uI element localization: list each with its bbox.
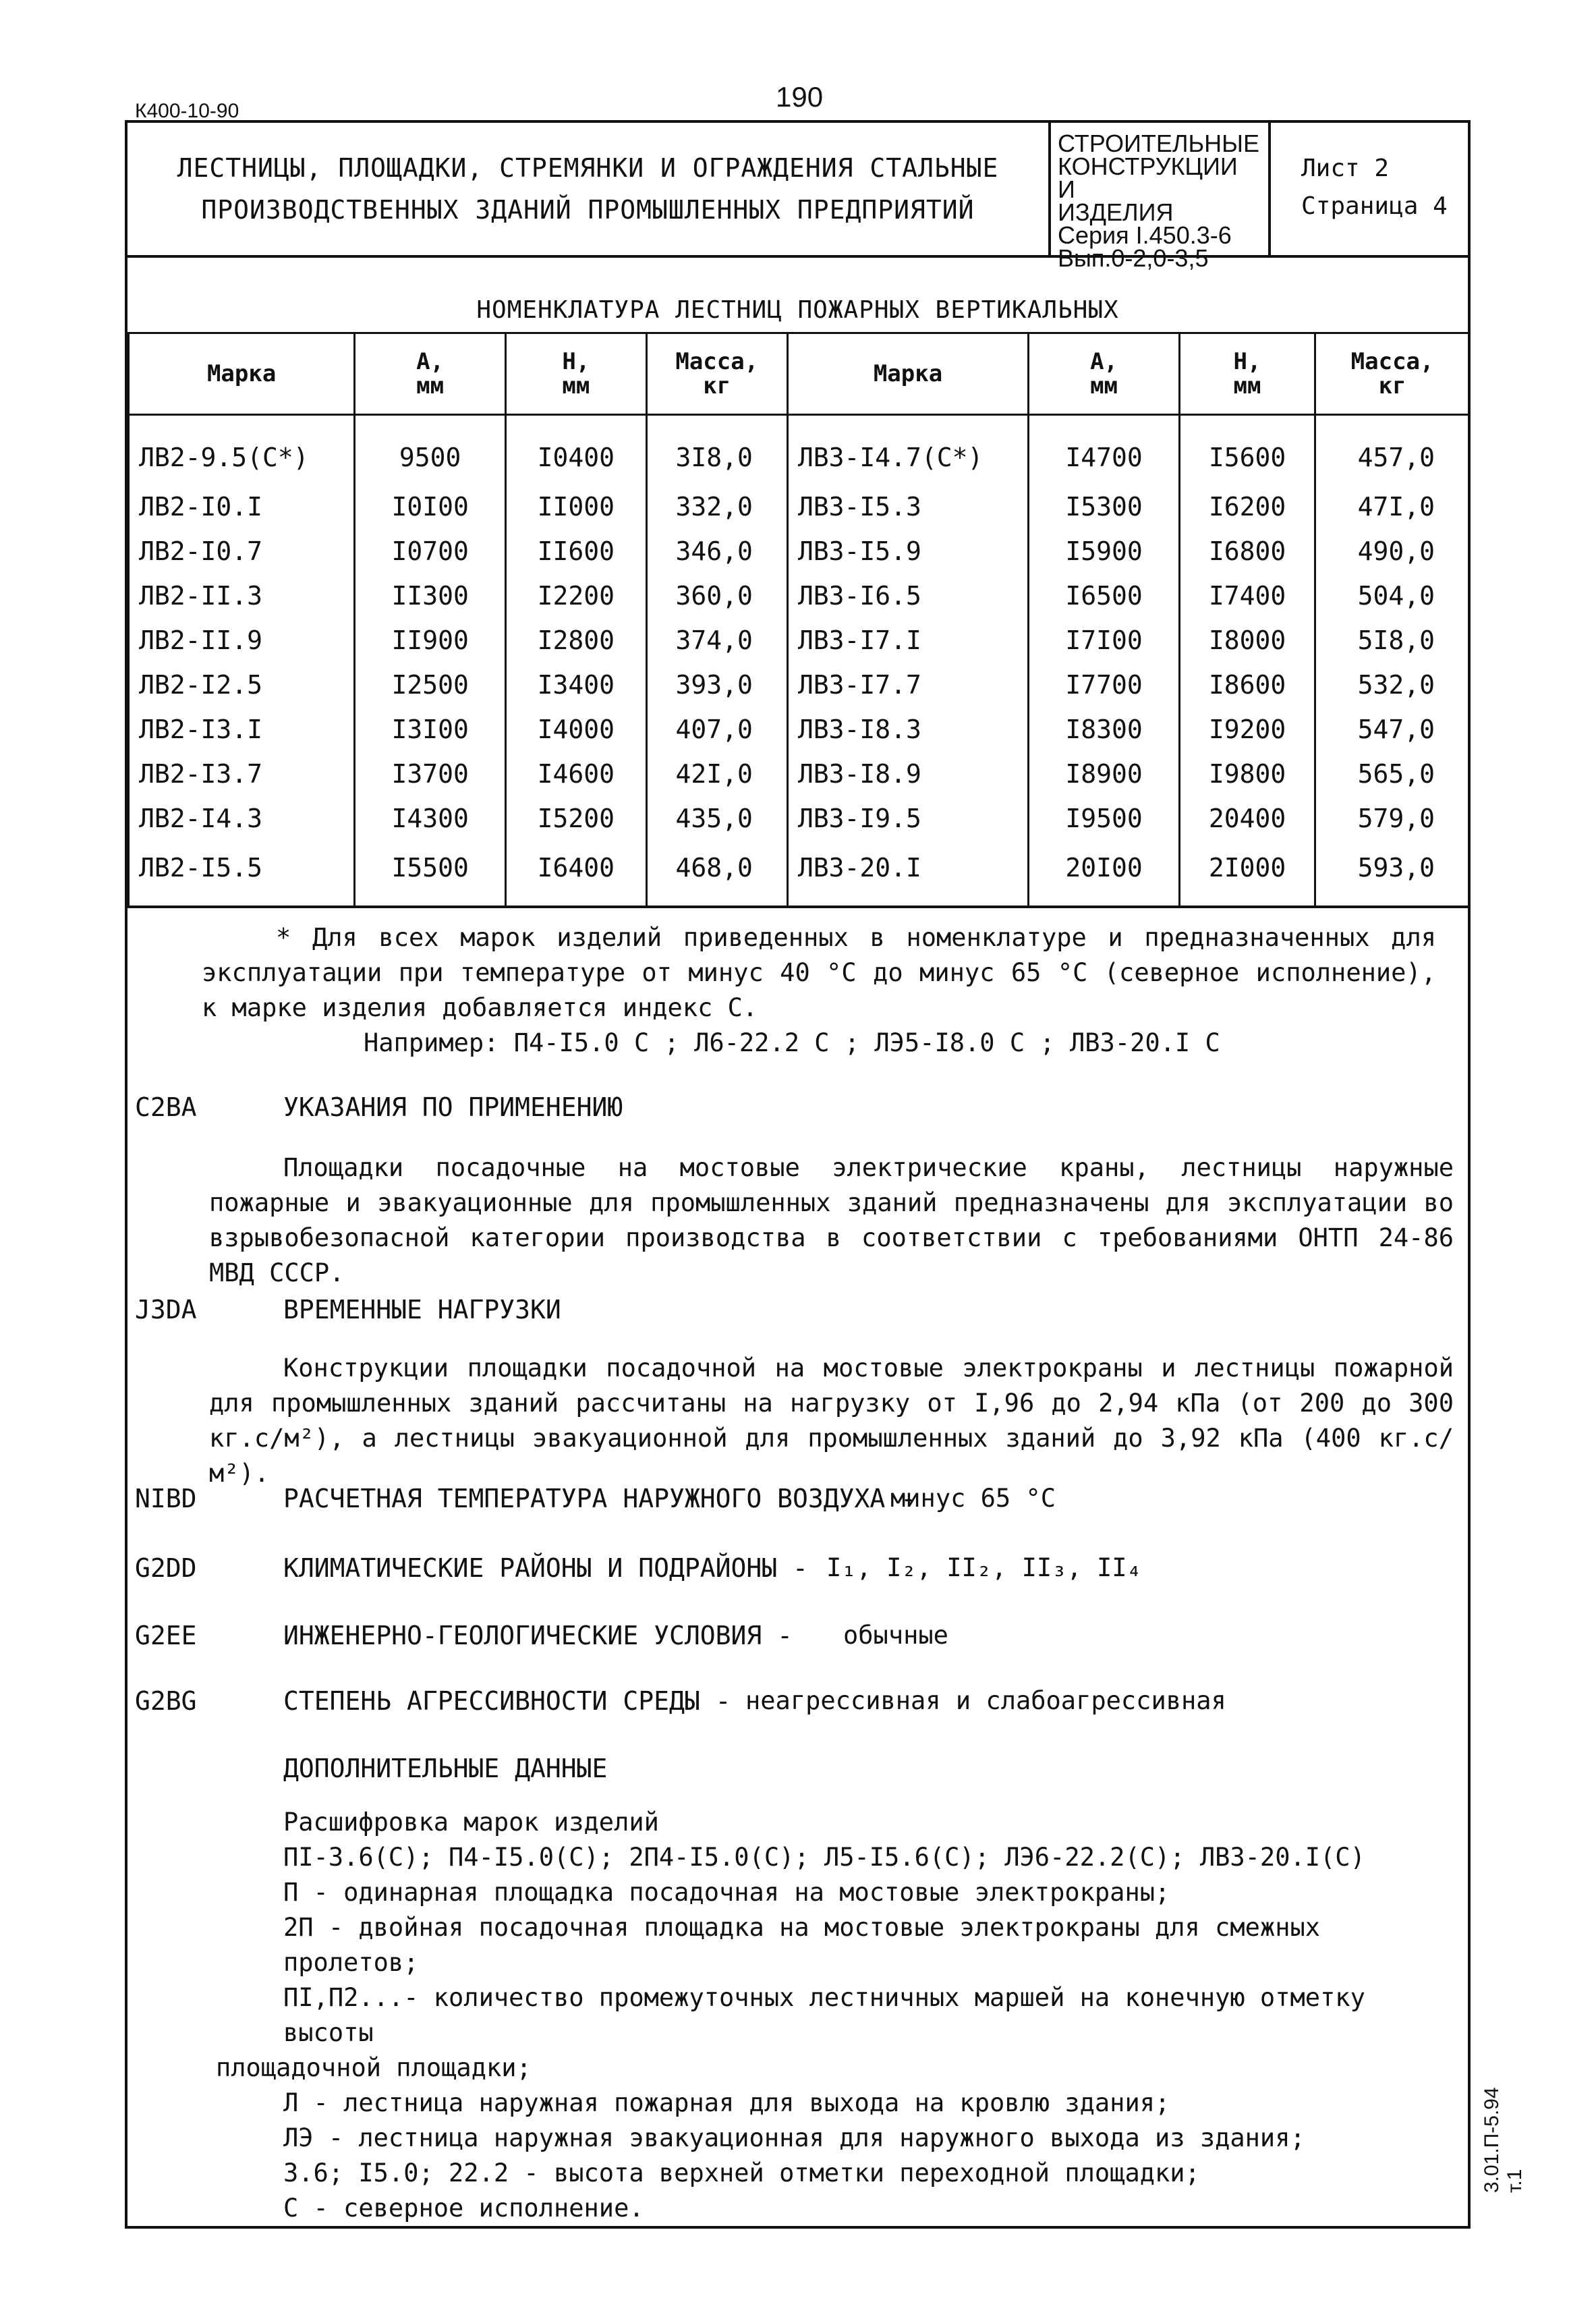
table-cell: I0700 — [355, 529, 506, 574]
additional-line: 3.6; I5.0; 22.2 - высота верхней отметки переходной площадки; — [283, 2158, 1200, 2187]
table-cell: 547,0 — [1315, 707, 1470, 752]
table-cell: I2200 — [506, 574, 647, 618]
table-row — [129, 484, 1470, 529]
section-title: СТЕПЕНЬ АГРЕССИВНОСТИ СРЕДЫ - — [283, 1686, 731, 1716]
stamp — [1481, 2078, 1527, 2193]
table-cell: ЛВ3-I7.7 — [787, 663, 1028, 707]
section-title: ИНЖЕНЕРНО-ГЕОЛОГИЧЕСКИЕ УСЛОВИЯ - — [283, 1621, 793, 1650]
additional-subtitle: Расшифровка марок изделий — [283, 1808, 659, 1837]
table-cell: ЛВ3-I7.I — [787, 618, 1028, 663]
additional-title: ДОПОЛНИТЕЛЬНЫЕ ДАННЫЕ — [283, 1754, 608, 1783]
additional-line: 2П - двойная посадочная площадка на мостовые электрокраны для смежных пролетов; — [283, 1913, 1321, 1977]
table-row — [129, 529, 1470, 574]
table-cell: I4300 — [355, 796, 506, 841]
nomenclature-table — [127, 332, 1471, 908]
table-cell: 504,0 — [1315, 574, 1470, 618]
table-cell: ЛВ2-9.5(С*) — [129, 415, 355, 485]
table-cell: 407,0 — [646, 707, 787, 752]
table-cell: I4600 — [506, 752, 647, 796]
table-cell: 593,0 — [1315, 841, 1470, 907]
stamp-text: 3.01.П-5.94 т.1 — [1481, 2087, 1526, 2193]
table-cell: 2I000 — [1179, 841, 1315, 907]
table-cell: I3I00 — [355, 707, 506, 752]
page-label: Страница 4 — [1301, 192, 1448, 220]
table-cell: I4700 — [1029, 415, 1180, 485]
additional-line: ЛЭ - лестница наружная эвакуационная для наружного выхода из здания; — [283, 2123, 1305, 2152]
table-cell: 346,0 — [646, 529, 787, 574]
table-cell: I0400 — [506, 415, 647, 485]
table-title: НОМЕНКЛАТУРА ЛЕСТНИЦ ПОЖАРНЫХ ВЕРТИКАЛЬНЫХ — [476, 296, 1119, 324]
table-cell: 374,0 — [646, 618, 787, 663]
table-cell: 332,0 — [646, 484, 787, 529]
table-row — [129, 752, 1470, 796]
table-cell: 457,0 — [1315, 415, 1470, 485]
table-cell: ЛВ2-I0.I — [129, 484, 355, 529]
section-code: J3DA — [135, 1295, 197, 1325]
footnote-example: Например: П4-I5.0 С ; Л6-22.2 С ; ЛЭ5-I8.0 С ; ЛВ3-20.I С — [364, 1028, 1220, 1057]
footnote-text: * Для всех марок изделий приведенных в номенклатуре и предназначенных для эксплуатации при температуре от минус 40 °С до минус 65 °С (северное исполнение), к марке изделия добавляется индекс С. — [202, 923, 1436, 1022]
table-cell: II600 — [506, 529, 647, 574]
table-cell: ЛВ2-I3.I — [129, 707, 355, 752]
series-line: СТРОИТЕЛЬНЫЕ — [1058, 130, 1260, 157]
table-cell: I3400 — [506, 663, 647, 707]
section-title: КЛИМАТИЧЕСКИЕ РАЙОНЫ И ПОДРАЙОНЫ - — [283, 1553, 808, 1583]
section-code: NIBD — [135, 1484, 197, 1513]
section-title: ВРЕМЕННЫЕ НАГРУЗКИ — [283, 1295, 561, 1325]
table-cell: I6500 — [1029, 574, 1180, 618]
table-cell: ЛВ2-I5.5 — [129, 841, 355, 907]
table-cell: ЛВ3-I8.3 — [787, 707, 1028, 752]
table-cell: I4000 — [506, 707, 647, 752]
table-row — [129, 574, 1470, 618]
section-value: неагрессивная и слабоагрессивная — [745, 1686, 1226, 1715]
additional-line: П - одинарная площадка посадочная на мостовые электрокраны; — [283, 1878, 1170, 1907]
table-header-row — [129, 333, 1470, 415]
col-header: Марка — [129, 333, 355, 415]
table-cell: I7700 — [1029, 663, 1180, 707]
additional-line: ПI-3.6(С); П4-I5.0(С); 2П4-I5.0(С); Л5-I5.6(С); ЛЭ6-22.2(С); ЛВ3-20.I(С) — [283, 1843, 1365, 1872]
series-block — [1048, 123, 1271, 272]
section-value: обычные — [843, 1621, 948, 1650]
table-cell: I6800 — [1179, 529, 1315, 574]
table-cell: ЛВ3-I8.9 — [787, 752, 1028, 796]
section-text — [209, 1150, 1454, 1291]
col-header: А, мм — [355, 333, 506, 415]
table-cell: I2800 — [506, 618, 647, 663]
table-row — [129, 618, 1470, 663]
table-cell: 490,0 — [1315, 529, 1470, 574]
table-cell: ЛВ2-II.9 — [129, 618, 355, 663]
table-cell: I8000 — [1179, 618, 1315, 663]
table-cell: I5900 — [1029, 529, 1180, 574]
table-cell: 47I,0 — [1315, 484, 1470, 529]
table-cell: I9800 — [1179, 752, 1315, 796]
table-cell: ЛВ3-I6.5 — [787, 574, 1028, 618]
table-cell: I9500 — [1029, 796, 1180, 841]
additional-line: Л - лестница наружная пожарная для выхода на кровлю здания; — [283, 2088, 1170, 2117]
table-cell: ЛВ2-I0.7 — [129, 529, 355, 574]
table-cell: 393,0 — [646, 663, 787, 707]
table-cell: 42I,0 — [646, 752, 787, 796]
table-cell: I5200 — [506, 796, 647, 841]
section-code: G2BG — [135, 1686, 197, 1716]
table-cell: 532,0 — [1315, 663, 1470, 707]
section-code: G2DD — [135, 1553, 197, 1583]
title-line-2: ПРОИЗВОДСТВЕННЫХ ЗДАНИЙ ПРОМЫШЛЕННЫХ ПРЕДПРИЯТИЙ — [201, 195, 975, 225]
table-cell: II300 — [355, 574, 506, 618]
col-header: Масса, кг — [646, 333, 787, 415]
table-cell: II000 — [506, 484, 647, 529]
col-header: Марка — [787, 333, 1028, 415]
table-cell: ЛВ2-I2.5 — [129, 663, 355, 707]
table-cell: 468,0 — [646, 841, 787, 907]
col-header: Масса, кг — [1315, 333, 1470, 415]
table-cell: ЛВ3-I5.3 — [787, 484, 1028, 529]
section-text-content: Площадки посадочные на мостовые электрические краны, лестницы наружные пожарные и эвакуационные для промышленных зданий предназначены для эксплуатации во взрывобезопасной категории производства в соответствии с требованиями ОНТП 24-86 МВД СССР. — [209, 1153, 1454, 1287]
col-header: А, мм — [1029, 333, 1180, 415]
table-cell: I8900 — [1029, 752, 1180, 796]
table-cell: I5600 — [1179, 415, 1315, 485]
doc-code: К400-10-90 — [135, 100, 239, 122]
footnote — [202, 920, 1436, 1061]
table-cell: 579,0 — [1315, 796, 1470, 841]
table-cell: 20I00 — [1029, 841, 1180, 907]
col-header: Н, мм — [1179, 333, 1315, 415]
section-title: РАСЧЕТНАЯ ТЕМПЕРАТУРА НАРУЖНОГО ВОЗДУХА - — [283, 1484, 916, 1513]
table-cell: ЛВ3-I5.9 — [787, 529, 1028, 574]
table-row — [129, 796, 1470, 841]
table-cell: ЛВ2-I3.7 — [129, 752, 355, 796]
table-cell: I8300 — [1029, 707, 1180, 752]
title-line-1: ЛЕСТНИЦЫ, ПЛОЩАДКИ, СТРЕМЯНКИ И ОГРАЖДЕНИЯ СТАЛЬНЫЕ — [177, 153, 999, 183]
table-cell: I5500 — [355, 841, 506, 907]
table-row — [129, 841, 1470, 907]
section-title: УКАЗАНИЯ ПО ПРИМЕНЕНИЮ — [283, 1092, 623, 1122]
section-value: минус 65 °С — [890, 1484, 1056, 1513]
series-line: КОНСТРУКЦИИ И — [1058, 152, 1238, 203]
page-number: 190 — [776, 81, 824, 113]
table-cell: ЛВ3-I9.5 — [787, 796, 1028, 841]
section-code: C2BA — [135, 1092, 197, 1122]
table-cell: I5300 — [1029, 484, 1180, 529]
table-cell: I7400 — [1179, 574, 1315, 618]
title-block — [127, 123, 1468, 272]
series-line: Серия I.450.3-6 — [1058, 221, 1232, 249]
additional-line: площадочной площадки; — [216, 2053, 532, 2082]
table-cell: I0I00 — [355, 484, 506, 529]
additional-line: ПI,П2...- количество промежуточных лестничных маршей на конечную отметку высоты — [283, 1983, 1365, 2047]
additional-data — [216, 1805, 1457, 2226]
table-cell: 9500 — [355, 415, 506, 485]
table-row — [129, 707, 1470, 752]
table-cell: I6400 — [506, 841, 647, 907]
table-cell: I6200 — [1179, 484, 1315, 529]
section-value: I₁, I₂, II₂, II₃, II₄ — [826, 1553, 1142, 1582]
sheet-block — [1271, 123, 1471, 255]
table-cell: I9200 — [1179, 707, 1315, 752]
table-cell: 20400 — [1179, 796, 1315, 841]
table-cell: 435,0 — [646, 796, 787, 841]
table-cell: ЛВ2-II.3 — [129, 574, 355, 618]
series-line: Вып.0-2,0-3,5 — [1058, 244, 1209, 272]
table-cell: I7I00 — [1029, 618, 1180, 663]
table-cell: I8600 — [1179, 663, 1315, 707]
table-cell: II900 — [355, 618, 506, 663]
table-cell: ЛВ3-20.I — [787, 841, 1028, 907]
series-line: ИЗДЕЛИЯ — [1058, 198, 1174, 226]
additional-line: С - северное исполнение. — [283, 2194, 644, 2223]
table-cell: ЛВ2-I4.3 — [129, 796, 355, 841]
section-text-content: Конструкции площадки посадочной на мостовые электрокраны и лестницы пожарной для промышленных зданий рассчитаны на нагрузку от I,96 до 2,94 кПа (от 200 до 300 кг.с/м²), а лестницы эвакуационной для промышленных зданий до 3,92 кПа (400 кг.с/м²). — [209, 1354, 1454, 1488]
section-code: G2EE — [135, 1621, 197, 1650]
table-cell: I2500 — [355, 663, 506, 707]
table-row — [129, 415, 1470, 485]
sheet-label: Лист 2 — [1301, 155, 1390, 182]
table-cell: 3I8,0 — [646, 415, 787, 485]
document-title — [127, 123, 1048, 255]
table-cell: 565,0 — [1315, 752, 1470, 796]
col-header: Н, мм — [506, 333, 647, 415]
table-cell: I3700 — [355, 752, 506, 796]
table-cell: 5I8,0 — [1315, 618, 1470, 663]
section-text — [209, 1351, 1454, 1491]
table-cell: 360,0 — [646, 574, 787, 618]
table-row — [129, 663, 1470, 707]
table-cell: ЛВ3-I4.7(С*) — [787, 415, 1028, 485]
